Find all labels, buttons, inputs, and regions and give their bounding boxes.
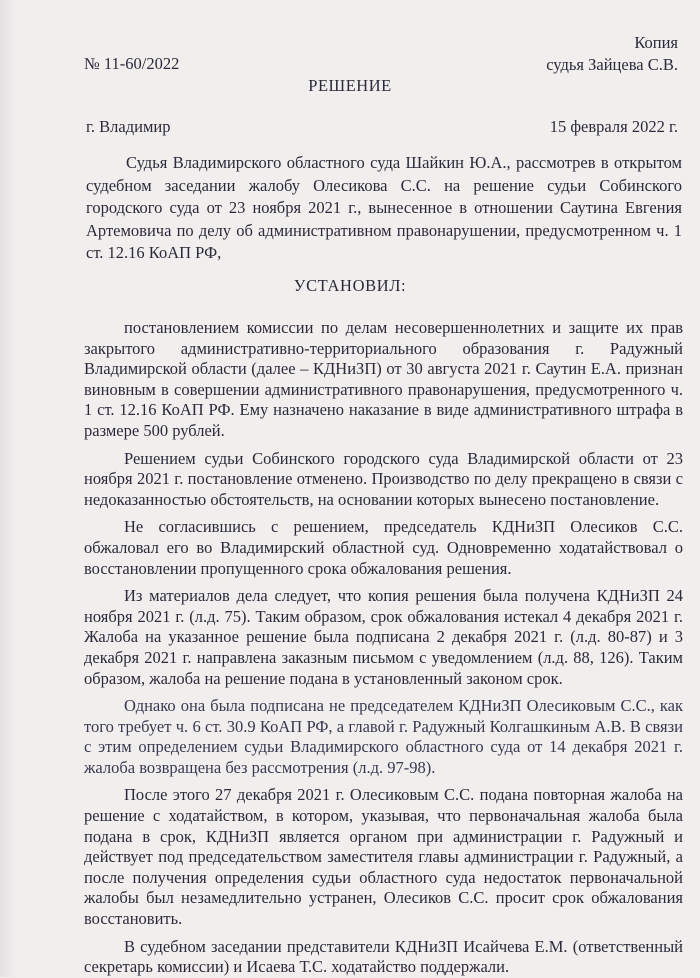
city: г. Владимир <box>86 117 171 136</box>
judge-name: судья Зайцева С.В. <box>546 55 678 74</box>
body-text <box>84 318 683 978</box>
paragraph-7: В судебном заседании представители КДНиЗП Исайчева Е.М. (ответственный секретарь комиссии) и Исаева Т.С. ходатайство поддержали. <box>84 936 683 977</box>
case-number: № 11-60/2022 <box>84 54 180 73</box>
intro-paragraph: Судья Владимирского областного суда Шайкин Ю.А., рассмотрев в открытом судебном заседании жалобу Олесикова С.С. на решение судьи Собинского городского суда от 23 ноября 2021 г., вынесенное в отношении Саутина Евгения Артемовича по делу об административном правонарушении, предусмотренном ч. 1 ст. 12.16 КоАП РФ, <box>86 153 682 262</box>
copy-stamp <box>546 32 678 76</box>
decision-date: 15 февраля 2022 г. <box>549 117 678 136</box>
established-heading: УСТАНОВИЛ: <box>293 276 407 295</box>
paragraph-5: Однако она была подписана не председателем КДНиЗП Олесиковым С.С., как того требует ч. 6 ст. 30.9 КоАП РФ, а главой г. Радужный Колгашкиным А.В. В связи с этим определением судьи Владимирского областного суда от 14 декабря 2021 г. жалоба возвращена без рассмотрения (л.д. 97-98). <box>84 696 683 777</box>
paragraph-2: Решением судьи Собинского городского суда Владимирской области от 23 ноября 2021 г. постановление отменено. Производство по делу прекращено в связи с недоказанностью обстоятельств, на основании которых вынесено постановление. <box>84 448 683 509</box>
paragraph-3: Не согласившись с решением, председатель КДНиЗП Олесиков С.С. обжаловал его во Владимирский областной суд. Одновременно ходатайствовал о восстановлении пропущенного срока обжалования решения. <box>84 517 683 578</box>
paragraph-4: Из материалов дела следует, что копия решения была получена КДНиЗП 24 ноября 2021 г. (л.д. 75). Таким образом, срок обжалования истекал 4 декабря 2021 г. Жалоба на указанное решение была подписана 2 декабря 2021 г. (л.д. 80-87) и 3 декабря 2021 г. направлена заказным письмом с уведомлением (л.д. 88, 126). Таким образом, жалоба на решение подана в установленный законом срок. <box>84 586 683 688</box>
paragraph-1: постановлением комиссии по делам несовершеннолетних и защите их прав закрытого административно-территориального образования г. Радужный Владимирской области (далее – КДНиЗП) от 30 августа 2021 г. Саутин Е.А. признан виновным в совершении административного правонарушения, предусмотренного ч. 1 ст. 12.16 КоАП РФ. Ему назначено наказание в виде административного штрафа в размере 500 рублей. <box>84 318 683 440</box>
copy-label: Копия <box>634 33 678 52</box>
paragraph-6: После этого 27 декабря 2021 г. Олесиковым С.С. подана повторная жалоба на решение с ходатайством, в котором, указывая, что первоначальная жалоба была подана в срок, КДНиЗП является органом при администрации г. Радужный и действует под председательством заместителя главы администрации г. Радужный, а после получения определения судьи областного суда недостаток первоначальной жалобы был незамедлительно устранен, Олесиков С.С. просит срок обжалования восстановить. <box>84 785 683 929</box>
document-title: РЕШЕНИЕ <box>308 76 392 95</box>
